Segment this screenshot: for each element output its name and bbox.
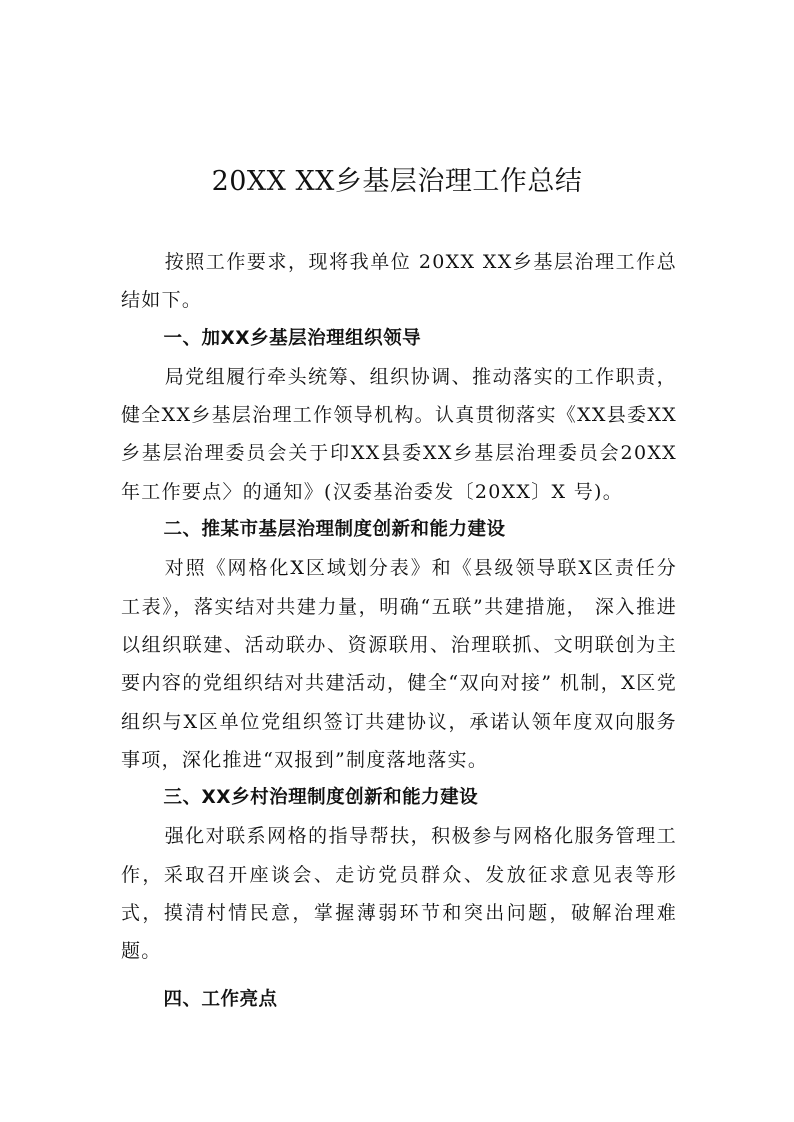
section-heading-1: 一、加XX乡基层治理组织领导 [163, 327, 422, 349]
intro-paragraph: 按照工作要求，现将我单位 20XX XX乡基层治理工作总结如下。 [121, 251, 677, 312]
section-heading-4: 四、工作亮点 [163, 988, 278, 1010]
section-body-2: 对照《网格化X区域划分表》和《县级领导联X区责任分工表》，落实结对共建力量，明确“五联”共建措施， 深入推进以组织联建、活动联办、资源联用、治理联抓、文明联创为主要内容的党组织结对共建活动，健全“双向对接” 机制，X区党组织与X区单位党组织签订共建协议，承诺认领年度双向服务事项，深化推进“双报到”制度落地落实。 [121, 557, 677, 771]
section-body-3: 强化对联系网格的指导帮扶，积极参与网格化服务管理工作，采取召开座谈会、走访党员群众、发放征求意见表等形式，摸清村情民意，掌握薄弱环节和突出问题，破解治理难题。 [121, 825, 677, 963]
section-heading-3: 三、XX乡村治理制度创新和能力建设 [163, 787, 479, 809]
section-body-1: 局党组履行牵头统筹、组织协调、推动落实的工作职责，健全XX乡基层治理工作领导机构。认真贯彻落实《XX县委XX乡基层治理委员会关于印XX县委XX乡基层治理委员会20XX 年工作要点〉的通知》(汉委基治委发〔20XX〕X 号)。 [121, 365, 677, 503]
document-title: 20XX XX乡基层治理工作总结 [211, 166, 583, 197]
document-body [121, 243, 677, 1019]
section-heading-2: 二、推某市基层治理制度创新和能力建设 [163, 519, 506, 541]
